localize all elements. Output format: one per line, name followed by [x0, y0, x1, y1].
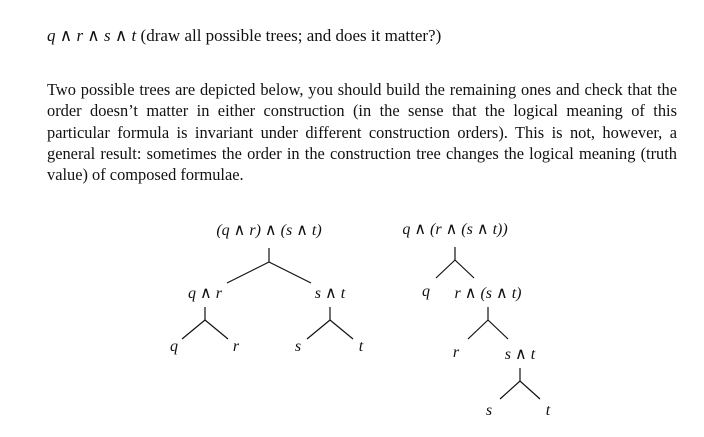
- tree1-leaf-r: r: [232, 338, 240, 355]
- exercise-formula: q ∧ r ∧ s ∧ t: [47, 26, 137, 45]
- tree2-edges: [436, 247, 540, 399]
- exercise-prompt: (draw all possible trees; and does it matter?): [140, 26, 442, 45]
- tree1-left-label: q ∧ r: [188, 285, 222, 302]
- tree1-leaf-t: t: [358, 338, 364, 355]
- tree2-leaf-s: s: [485, 402, 493, 419]
- tree1-root-label: (q ∧ r) ∧ (s ∧ t): [216, 222, 322, 239]
- tree1-leaf-s: s: [294, 338, 302, 355]
- tree2-leaf-r: r: [452, 344, 460, 361]
- tree2-mid-label: r ∧ (s ∧ t): [454, 285, 522, 302]
- explanation-paragraph: Two possible trees are depicted below, you should build the remaining ones and check that the order doesn’t matter in either construction (in the sense that the logical meaning of this particular formula is invariant under different construction orders). This is not, however, a general result: sometimes the order in the construction tree changes the logical meaning (truth value) of composed formulae.: [47, 80, 677, 185]
- tree2-leaf-t: t: [545, 402, 551, 419]
- tree1-leaf-q: q: [170, 338, 178, 355]
- tree2-root-label: q ∧ (r ∧ (s ∧ t)): [402, 221, 508, 238]
- tree1-right-label: s ∧ t: [314, 285, 346, 302]
- tree2-leaf-q: q: [422, 283, 430, 300]
- tree2-inner-label: s ∧ t: [504, 346, 536, 363]
